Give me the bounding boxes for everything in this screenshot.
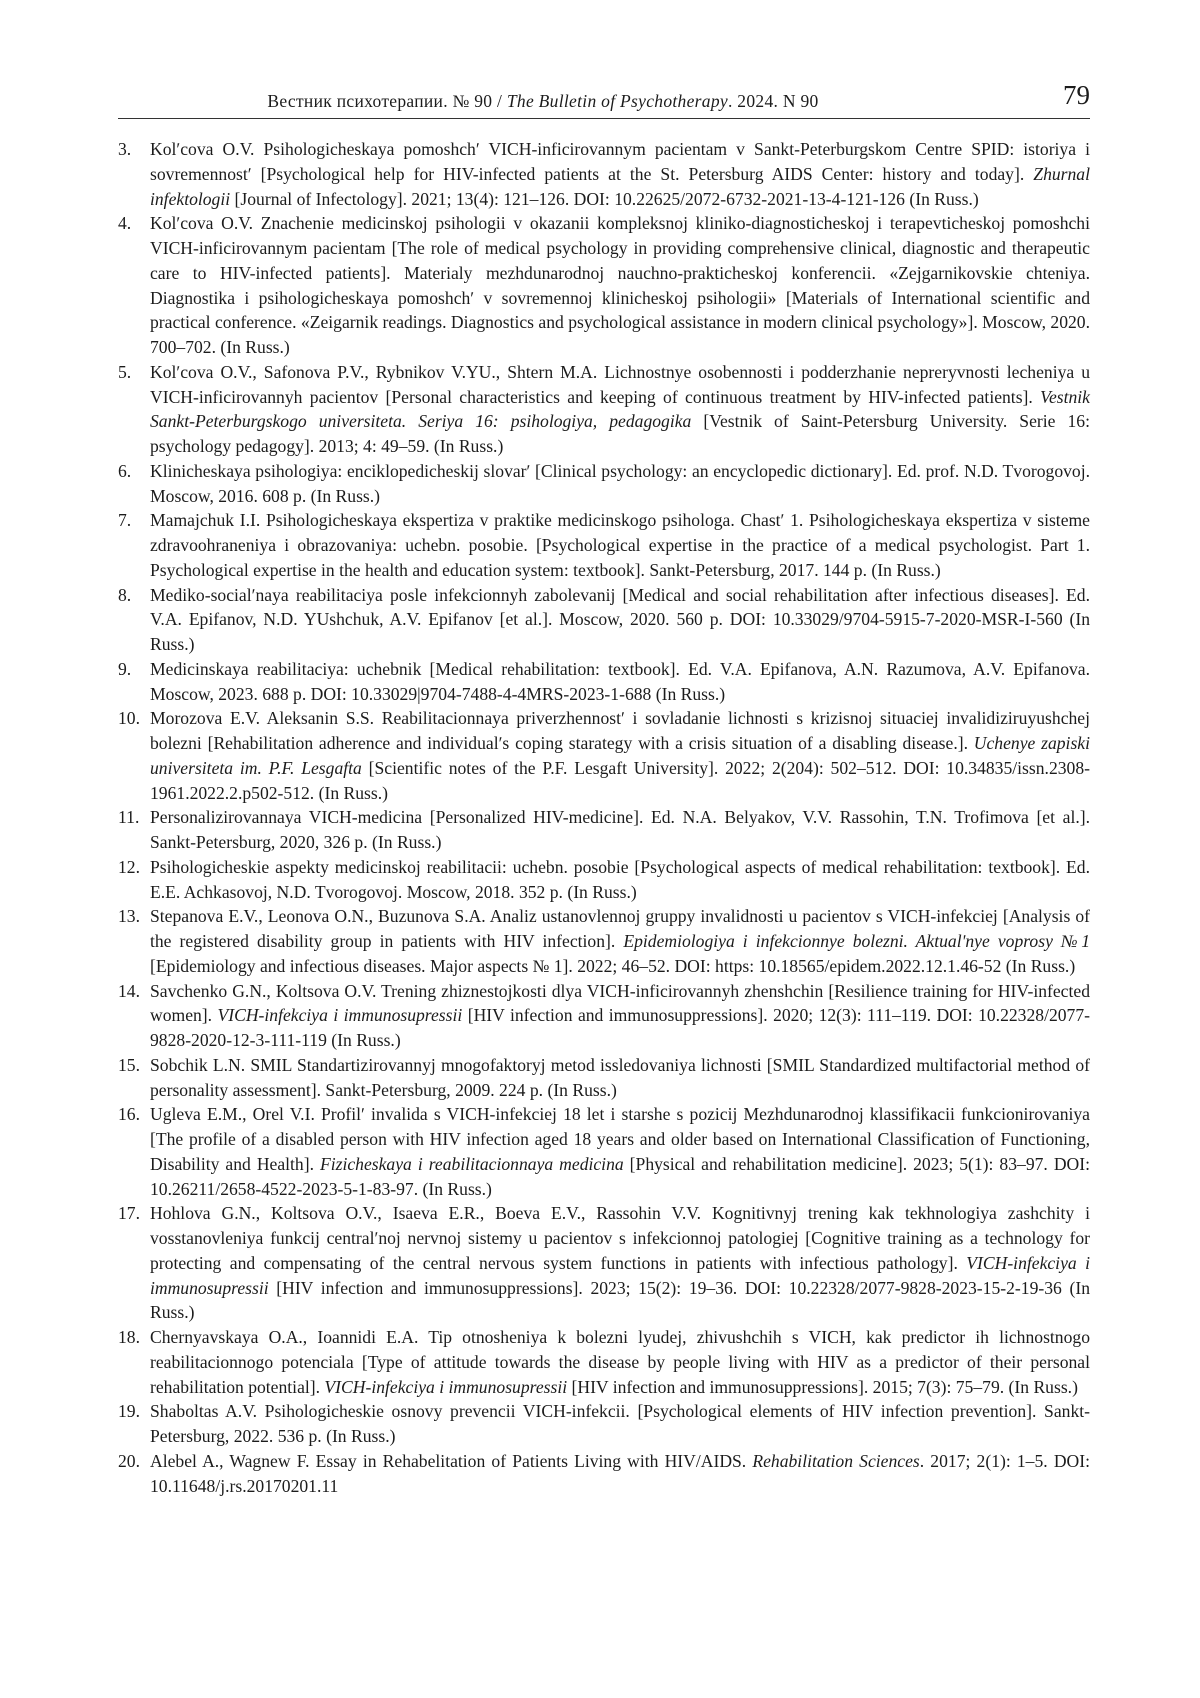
reference-list [118,137,1090,1498]
reference-item [118,1449,1090,1499]
reference-number: 5. [118,361,132,382]
page-number: 79 [1063,80,1090,110]
reference-item [118,1053,1090,1103]
reference-text [150,659,1090,704]
reference-text-part: Chernyavskaya O.A., Ioannidi E.A. Tip otnosheniya k bolezni lyudej, zhivushchih s VICH, kak predictor ih lichnostnogo reabilitacionnogo potenciala [Type of attitude towards the disease by people living with HIV as a predictor of their personal rehabilitation potential]. [150,1327,1090,1397]
reference-number: 11. [118,807,140,828]
reference-number: 13. [118,906,140,927]
reference-source-italic: VICH-infekciya i immunosupressii [150,1252,1091,1298]
reference-text-part: Hohlova G.N., Koltsova O.V., Isaeva E.R., Boeva E.V., Rassohin V.V. Kognitivnyj trening kak tekhnologiya zashchity i vosstanovleniya funkcij centralʹnoj nervnoj sistemy u pacientov s infekcionnoj patologiej [Cognitive training as a technology for protecting and compensating of the central nervous system functions in patients with infectious pathology]. [150,1203,1090,1273]
reference-source-italic: Uchenye zapiski universiteta im. P.F. Lesgafta [150,733,1090,778]
reference-item [118,706,1090,805]
reference-text [150,362,1090,456]
reference-text-part: [Vestnik of Saint-Petersburg University. Serie 16: psychology pedagogy]. 2013; 4: 49–59. (In Russ.) [150,411,1090,456]
reference-text-part: Medicinskaya reabilitaciya: uchebnik [Medical rehabilitation: textbook]. Ed. V.A. Epifanova, A.N. Razumova, A.V. Epifanova. Moscow, 2023. 688 p. DOI: 10.33029|9704-7488-4-4MRS-2023-1-688 (In Russ.) [150,658,1090,704]
reference-item [118,657,1090,707]
reference-item [118,979,1090,1053]
reference-item [118,1201,1090,1325]
reference-number: 18. [118,1327,140,1347]
reference-text [150,1327,1090,1397]
reference-item [118,855,1090,905]
reference-number: 19. [118,1401,140,1422]
reference-number: 14. [118,980,140,1001]
running-header [118,80,1090,120]
reference-text [150,1055,1090,1100]
reference-text [150,213,1090,357]
reference-text-part: Sobchik L.N. SMIL Standartizirovannyj mnogofaktoryj metod issledovaniya lichnosti [SMIL Standardized multifactorial method of personality assessment]. Sankt-Petersburg, 2009. 224 p. (In Russ.) [150,1054,1090,1100]
reference-number: 4. [118,213,132,234]
reference-text [150,585,1090,655]
reference-number: 10. [118,708,140,729]
reference-number: 16. [118,1104,140,1125]
reference-text [150,1451,1090,1496]
reference-number: 7. [118,510,132,531]
reference-text-part: Stepanova E.V., Leonova O.N., Buzunova S.A. Analiz ustanovlennoj gruppy invalidnosti u pacientov s VICH-infekciej [Analysis of the registered disability group in patients with HIV infection]. [150,906,1090,951]
reference-source-italic: Rehabilitation Sciences [752,1450,920,1471]
header-rule [118,118,1090,119]
reference-number: 20. [118,1450,140,1471]
reference-text-part: Savchenko G.N., Koltsova O.V. Trening zhiznestojkosti dlya VICH-inficirovannyh zhenshchin [Resilience training for HIV-infected women]. [150,980,1090,1026]
reference-text-part: Kolʹcova O.V. Znachenie medicinskoj psihologii v okazanii kompleksnoj kliniko-diagnosticheskoj i terapevticheskoj pomoshchi VICH-inficirovannym pacientam [The role of medical psychology in providing comprehensive clinical, diagnostic and therapeutic care to HIV-infected patients]. Materialy mezhdunarodnoj nauchno-prakticheskoj konferencii. «Zejgarnikovskie chteniya. Diagnostika i psihologicheskaya pomoshchʹ v sovremennoj klinicheskoj psihologii» [Materials of International scientific and practical conference. «Zeigarnik readings. Diagnostics and psychological assistance in modern clinical psychology»]. Moscow, 2020. 700–702. (In Russ.) [150,213,1090,357]
reference-text-part: Shaboltas A.V. Psihologicheskie osnovy prevencii VICH-infekcii. [Psychological elements of HIV infection prevention]. Sankt-Petersburg, 2022. 536 p. (In Russ.) [150,1401,1090,1446]
reference-item [118,1399,1090,1449]
reference-text-part: Morozova E.V. Aleksanin S.S. Reabilitacionnaya priverzhennostʹ i sovladanie lichnosti s krizisnoj situaciej invalidiziruyushchej bolezni [Rehabilitation adherence and individualʹs coping starategy with a crisis situation of a disabling disease.]. [150,708,1090,753]
reference-text-part: Psihologicheskie aspekty medicinskoj reabilitacii: uchebn. posobie [Psychological aspects of medical rehabilitation: textbook]. Ed. E.E. Achkasovoj, N.D. Tvorogovoj. Moscow, 2018. 352 p. (In Russ.) [150,856,1090,902]
reference-item [118,805,1090,855]
reference-text-part: Klinicheskaya psihologiya: enciklopedicheskij slovarʹ [Clinical psychology: an encyclopedic dictionary]. Ed. prof. N.D. Tvorogovoj. Moscow, 2016. 608 p. (In Russ.) [150,460,1090,506]
reference-text-part: Mediko-socialʹnaya reabilitaciya posle infekcionnyh zabolevanij [Medical and social rehabilitation after infectious diseases]. Ed. V.A. Epifanov, N.D. YUshchuk, A.V. Epifanov [et al.]. Moscow, 2020. 560 p. DOI: 10.33029/9704-5915-7-2020-MSR-I-560 (In Russ.) [150,584,1090,654]
reference-text-part: [HIV infection and immunosuppressions]. 2020; 12(3): 111–119. DOI: 10.22328/2077-9828-2020-12-3-111-119 (In Russ.) [150,1005,1091,1050]
reference-text-part: [HIV infection and immunosuppressions]. 2015; 7(3): 75–79. (In Russ.) [567,1376,1078,1397]
reference-text [150,461,1090,506]
reference-item [118,583,1090,657]
reference-number: 6. [118,460,132,481]
reference-number: 3. [118,139,132,159]
reference-text [150,807,1090,852]
reference-text [150,139,1090,209]
reference-text-part: Kolʹcova O.V., Safonova P.V., Rybnikov V.YU., Shtern M.A. Lichnostnye osobennosti i podderzhanie nepreryvnosti lecheniya u VICH-inficirovannyh pacientov [Personal characteristics and keeping of continuous treatment by HIV-infected patients]. [150,361,1090,407]
reference-text-part: Mamajchuk I.I. Psihologicheskaya ekspertiza v praktike medicinskogo psihologa. Chastʹ 1. Psihologicheskaya ekspertiza v sisteme zdravoohraneniya i obrazovaniya: uchebn. posobie. [Psychological expertise in the practice of a medical psychologist. Part 1. Psychological expertise in the health and education system: textbook]. Sankt-Petersburg, 2017. 144 p. (In Russ.) [150,510,1090,580]
reference-text-part: Ugleva E.M., Orel V.I. Profilʹ invalida s VICH-infekciej 18 let i starshe s pozicij Mezhdunarodnoj klassifikacii funkcionirovaniya [The profile of a disabled person with HIV infection aged 18 years and older based on International Classification of Functioning, Disability and Health]. [150,1104,1090,1174]
reference-item [118,211,1090,360]
reference-text-part: . 2017; 2(1): 1–5. DOI: 10.11648/j.rs.20170201.11 [150,1450,1090,1496]
reference-item [118,137,1090,211]
title-separator: / [492,91,507,111]
reference-number: 12. [118,856,140,877]
reference-item [118,360,1090,459]
reference-item [118,508,1090,582]
reference-source-italic: Fizicheskaya i reabilitacionnaya medicina [319,1153,624,1174]
reference-text-part: [Physical and rehabilitation medicine]. 2023; 5(1): 83–97. DOI: 10.26211/2658-4522-2023-5-1-83-97. (In Russ.) [150,1153,1090,1199]
reference-text [150,1401,1090,1446]
reference-number: 15. [118,1054,140,1075]
reference-source-italic: Epidemiologiya i infekcionnye bolezni. Aktualʹnye voprosy №1 [623,931,1090,951]
reference-text-part: [Scientific notes of the P.F. Lesgaft University]. 2022; 2(204): 502–512. DOI: 10.34835/issn.2308-1961.2022.2.p502-512. (In Russ.) [150,757,1090,803]
journal-year-issue: . 2024. N 90 [727,91,819,111]
reference-text-part: [HIV infection and immunosuppressions]. 2023; 15(2): 19–36. DOI: 10.22328/2077-9828-2023-15-2-19-36 (In Russ.) [150,1277,1090,1323]
reference-number: 17. [118,1203,140,1224]
reference-text-part: [Epidemiology and infectious diseases. Major aspects № 1]. 2022; 46–52. DOI: https: 10.18565/epidem.2022.12.1.46-52 (In Russ.) [150,955,1076,976]
reference-source-italic: VICH-infekciya i immunosupressii [324,1376,568,1397]
reference-source-italic: VICH-infekciya i immunosupressii [217,1005,463,1026]
reference-text [150,857,1090,902]
reference-source-italic: Vestnik Sankt-Peterburgskogo universiteta. Seriya 16: psihologiya, pedagogika [150,386,1090,432]
reference-text-part: Kolʹcova O.V. Psihologicheskaya pomoshchʹ VICH-inficirovannym pacientam v Sankt-Peterburgskom Centre SPID: istoriya i sovremennostʹ [Psychological help for HIV-infected patients at the St. Petersburg AIDS Center: history and today]. [150,139,1090,184]
reference-text [150,1203,1090,1322]
journal-title-en: The Bulletin of Psychotherapy [506,91,728,111]
reference-text [150,708,1090,802]
reference-item [118,1102,1090,1201]
reference-text-part: Personalizirovannaya VICH-medicina [Personalized HIV-medicine]. Ed. N.A. Belyakov, V.V. Rassohin, T.N. Trofimova [et al.]. Sankt-Petersburg, 2020, 326 p. (In Russ.) [150,807,1090,852]
reference-number: 9. [118,658,132,679]
reference-text-part: [Journal of Infectology]. 2021; 13(4): 121–126. DOI: 10.22625/2072-6732-2021-13-4-121-126 (In Russ.) [230,188,979,209]
reference-item [118,459,1090,509]
reference-number: 8. [118,584,132,605]
reference-item [118,904,1090,978]
reference-text [150,510,1090,580]
reference-text [150,981,1090,1051]
journal-title-ru: Вестник психотерапии. № 90 [267,91,493,111]
reference-text-part: Alebel A., Wagnew F. Essay in Rehabelitation of Patients Living with HIV/AIDS. [150,1450,753,1471]
reference-source-italic: Zhurnal infektologii [150,163,1090,209]
reference-item [118,1325,1090,1399]
reference-text [150,1104,1090,1198]
reference-text [150,906,1090,976]
journal-title [118,91,968,112]
